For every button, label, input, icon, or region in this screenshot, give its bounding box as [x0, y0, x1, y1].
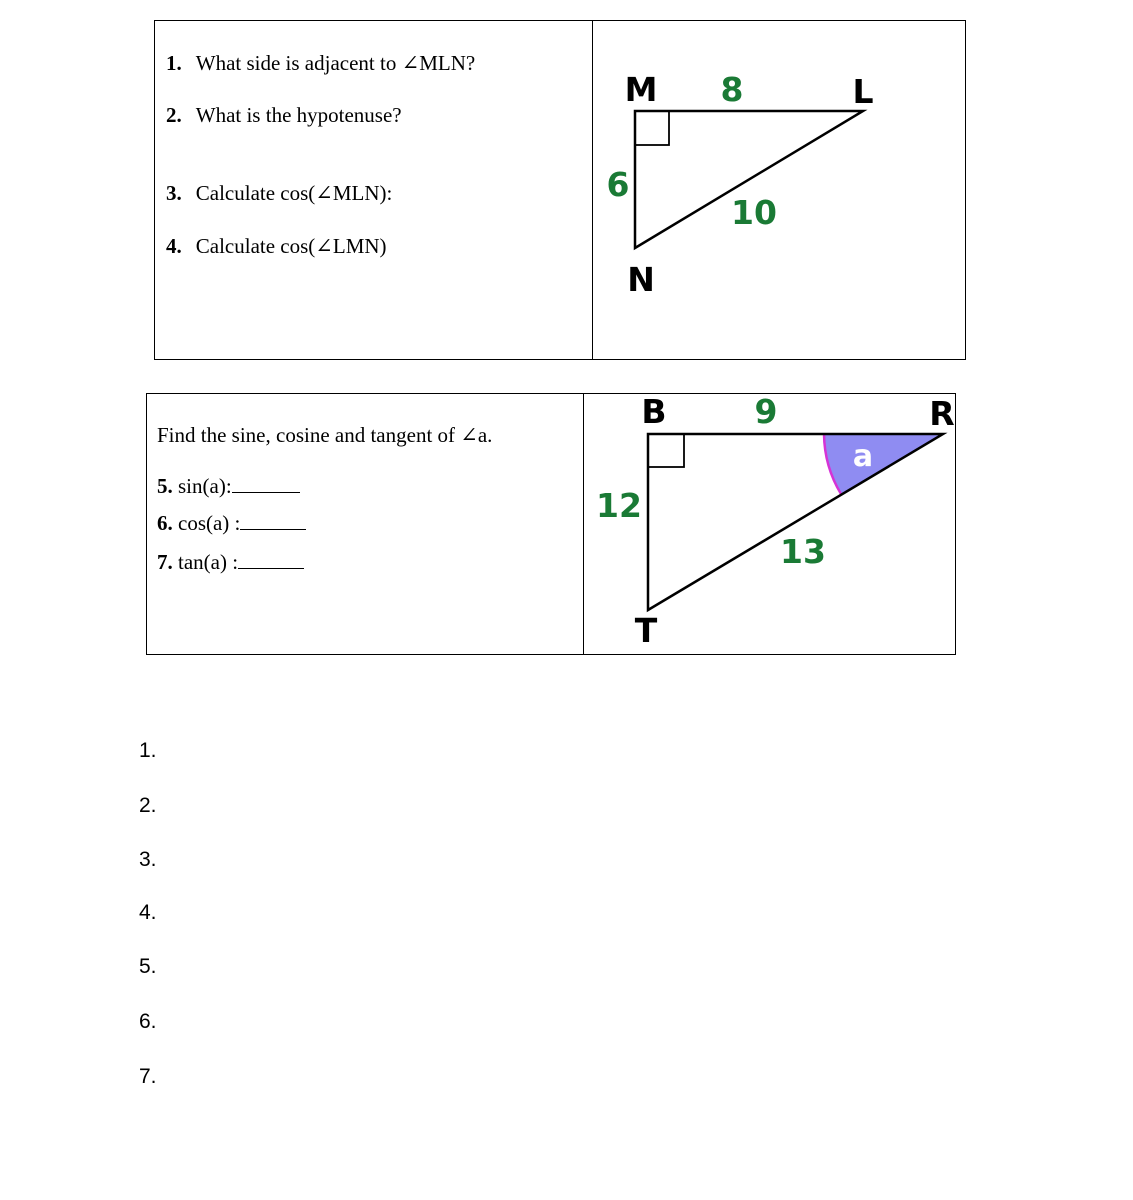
right-angle-marker [648, 434, 684, 467]
vertex-n-label: N [627, 260, 655, 299]
vertex-l-label: L [852, 72, 874, 111]
answer-blank-7 [238, 568, 304, 569]
vertex-t-label: T [634, 611, 658, 650]
answer-line-1: 1. [139, 739, 157, 762]
question-7: 7. tan(a) : [157, 550, 304, 575]
vertex-r-label: R [929, 394, 955, 433]
answer-line-3: 3. [139, 848, 157, 871]
answer-blank-5 [232, 492, 300, 493]
side-mn-length: 6 [606, 165, 630, 204]
triangle-brt [648, 434, 943, 610]
angle-a-label: a [852, 439, 874, 474]
side-br-length: 9 [754, 394, 778, 431]
answer-line-4: 4. [139, 901, 157, 924]
side-bt-length: 12 [596, 486, 642, 525]
triangle-brt-diagram [584, 394, 956, 653]
problem-1-figure [593, 21, 965, 359]
question-1: 1. What side is adjacent to ∠MLN? [166, 51, 476, 75]
right-angle-marker [635, 111, 669, 145]
problem-1-questions [155, 21, 593, 359]
side-ln-length: 10 [731, 193, 777, 232]
answer-line-7: 7. [139, 1065, 157, 1088]
side-rt-length: 13 [780, 532, 826, 571]
problem-2-questions [147, 394, 584, 654]
question-3: 3. Calculate cos(∠MLN): [166, 181, 393, 205]
answer-line-5: 5. [139, 955, 157, 978]
triangle-mln-diagram [593, 21, 965, 358]
vertex-b-label: B [641, 394, 667, 431]
answer-line-6: 6. [139, 1010, 157, 1033]
problem-2-figure [584, 394, 955, 654]
problem-2-box [146, 393, 956, 655]
answer-line-2: 2. [139, 794, 157, 817]
vertex-m-label: M [624, 70, 658, 109]
question-2: 2. What is the hypotenuse? [166, 103, 402, 127]
problem-2-intro: Find the sine, cosine and tangent of ∠a. [157, 423, 493, 447]
angle-a-sector [824, 434, 943, 494]
question-4: 4. Calculate cos(∠LMN) [166, 234, 387, 258]
side-ml-length: 8 [720, 70, 744, 109]
question-6: 6. cos(a) : [157, 511, 306, 536]
question-5: 5. sin(a): [157, 474, 300, 499]
problem-1-box [154, 20, 966, 360]
answer-blank-6 [240, 529, 306, 530]
